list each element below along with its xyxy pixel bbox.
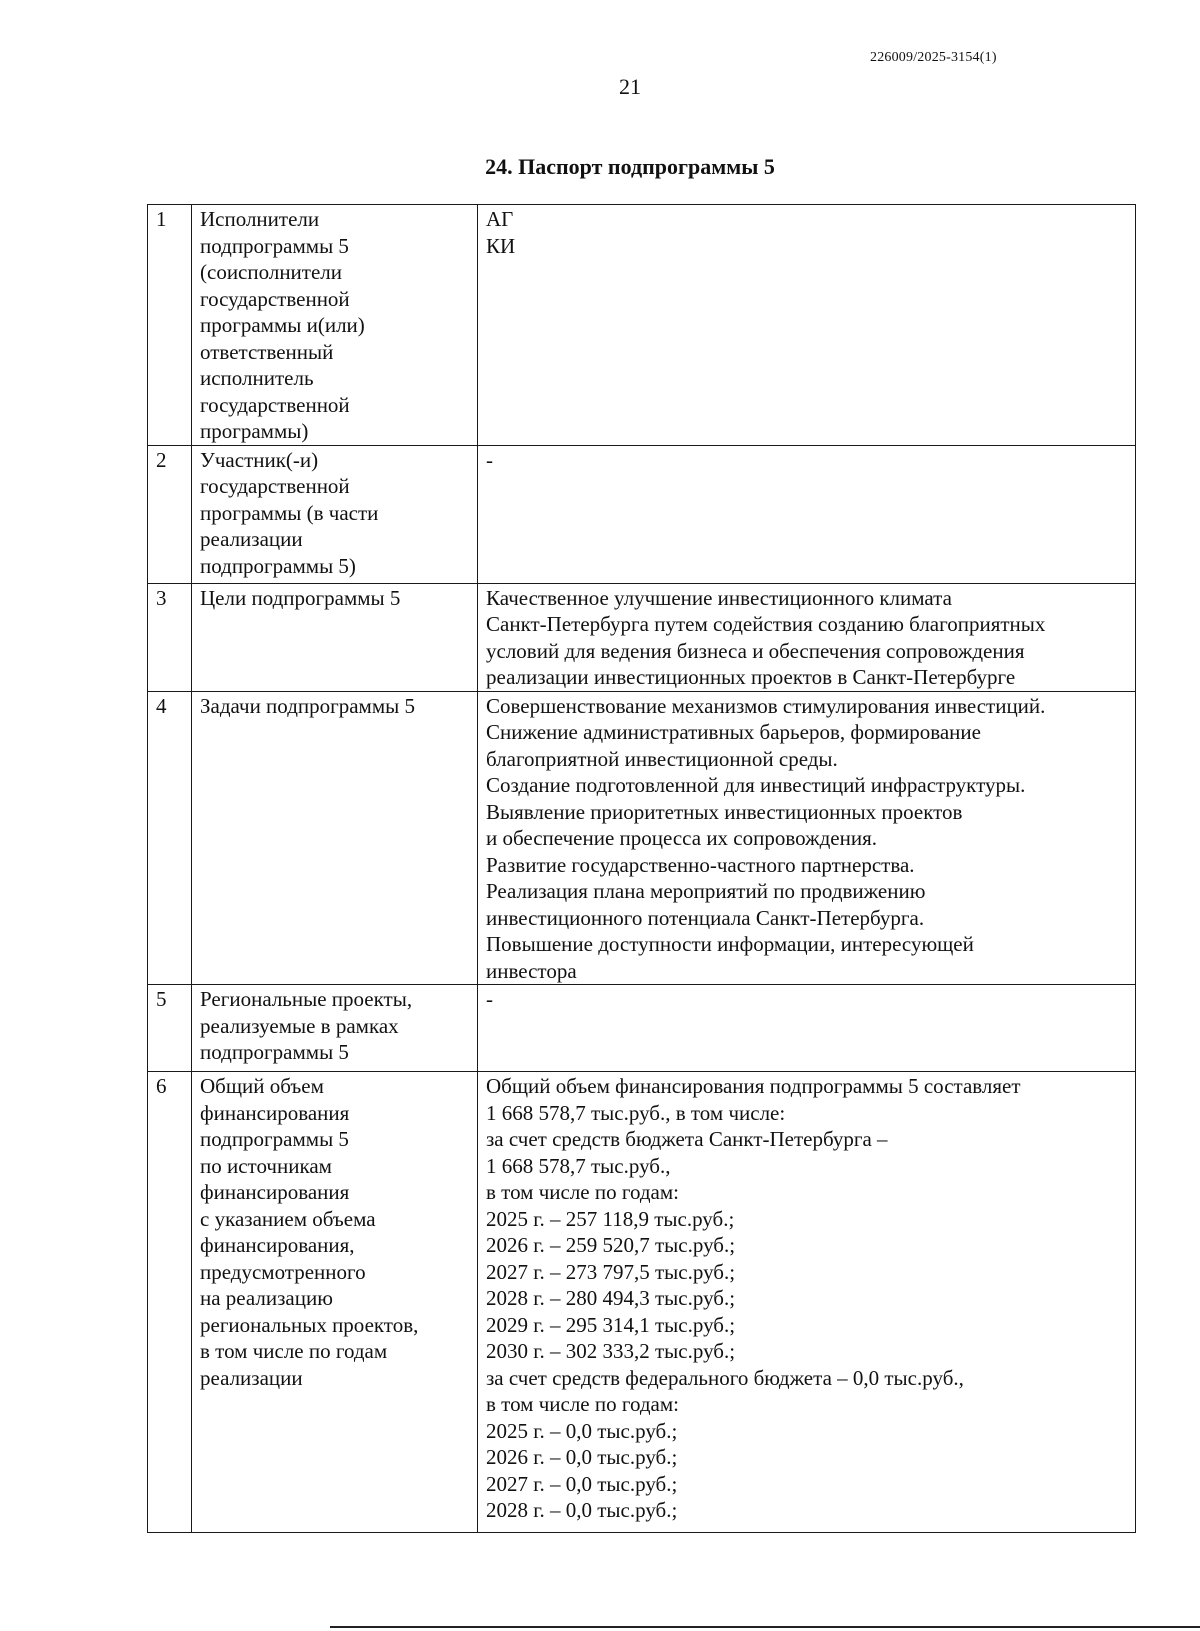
row-value [478, 691, 1136, 985]
row-label [192, 691, 478, 985]
cell-line: Повышение доступности информации, интересующей [486, 932, 974, 956]
cell-line: Развитие государственно-частного партнерства. [486, 852, 915, 877]
cell-line: 2025 г. – 257 118,9 тыс.руб.; [486, 1206, 735, 1231]
cell-line: в том числе по годам: [486, 1392, 679, 1416]
cell-line: исполнитель [200, 366, 314, 390]
cell-line: региональных проектов, [200, 1312, 419, 1337]
row-value [478, 1072, 1136, 1533]
cell-line: Санкт-Петербурга путем содействия созданию благоприятных [486, 612, 1046, 636]
row-label [192, 985, 478, 1072]
row-label [192, 583, 478, 691]
table-row [148, 985, 1136, 1072]
cell-line: Региональные проекты, [200, 987, 413, 1011]
cell-line: реализации [200, 1365, 303, 1390]
cell-line: 1 668 578,7 тыс.руб., в том числе: [486, 1100, 786, 1125]
cell-line: предусмотренного [200, 1259, 366, 1284]
cell-line: в том числе по годам [200, 1339, 388, 1363]
cell-line: 2027 г. – 0,0 тыс.руб.; [486, 1471, 678, 1496]
cell-line: 2028 г. – 280 494,3 тыс.руб.; [486, 1286, 736, 1310]
cell-line: подпрограммы 5 [200, 1040, 349, 1064]
row-number: 6 [148, 1072, 192, 1533]
cell-line: за счет средств федерального бюджета – 0,0 тыс.руб., [486, 1365, 964, 1390]
page-number: 21 [619, 74, 641, 99]
table-row [148, 1072, 1136, 1533]
row-value [478, 445, 1136, 583]
cell-line: Создание подготовленной для инвестиций инфраструктуры. [486, 773, 1026, 797]
row-number: 3 [148, 583, 192, 691]
row-number: 4 [148, 691, 192, 985]
cell-line: условий для ведения бизнеса и обеспечения сопровождения [486, 638, 1025, 663]
section-title: 24. Паспорт подпрограммы 5 [485, 154, 775, 179]
cell-line: Снижение административных барьеров, формирование [486, 720, 981, 744]
cell-line: 2025 г. – 0,0 тыс.руб.; [486, 1418, 678, 1443]
cell-line: программы) [200, 419, 309, 443]
cell-line: Участник(-и) [200, 447, 319, 472]
cell-line: подпрограммы 5 [200, 1127, 349, 1151]
row-value [478, 583, 1136, 691]
cell-line: государственной [200, 392, 350, 417]
row-number: 2 [148, 445, 192, 583]
cell-line: 2029 г. – 295 314,1 тыс.руб.; [486, 1312, 736, 1337]
cell-line: по источникам [200, 1153, 332, 1178]
cell-line: инвестора [486, 958, 577, 983]
cell-line: финансирования, [200, 1233, 355, 1257]
cell-line: подпрограммы 5) [200, 553, 356, 578]
cell-line: в том числе по годам: [486, 1180, 679, 1204]
row-label [192, 445, 478, 583]
table-row [148, 445, 1136, 583]
cell-line: 2028 г. – 0,0 тыс.руб.; [486, 1498, 678, 1522]
cell-line: КИ [486, 233, 516, 258]
cell-line: АГ [486, 207, 514, 231]
cell-line: Общий объем [200, 1074, 324, 1098]
cell-line: государственной [200, 474, 350, 498]
cell-line: с указанием объема [200, 1206, 376, 1231]
cell-line: Общий объем финансирования подпрограммы 5 составляет [486, 1074, 1021, 1098]
row-label [192, 205, 478, 446]
row-label [192, 1072, 478, 1533]
cell-line: реализации [200, 527, 303, 551]
cell-line: и обеспечение процесса их сопровождения. [486, 826, 878, 850]
cell-line: финансирования [200, 1180, 350, 1204]
row-value [478, 205, 1136, 446]
cell-line: 1 668 578,7 тыс.руб., [486, 1153, 671, 1178]
cell-line: Цели подпрограммы 5 [200, 585, 401, 610]
cell-line: 2027 г. – 273 797,5 тыс.руб.; [486, 1259, 736, 1284]
cell-line: благоприятной инвестиционной среды. [486, 746, 838, 771]
cell-line: государственной [200, 286, 350, 311]
cell-line: реализации инвестиционных проектов в Санкт-Петербурге [486, 665, 1016, 689]
table-row [148, 691, 1136, 985]
cell-line: (соисполнители [200, 260, 343, 284]
cell-line: на реализацию [200, 1286, 333, 1310]
cell-line: - [486, 447, 493, 472]
cell-line: программы и(или) [200, 313, 365, 337]
cell-line: реализуемые в рамках [200, 1013, 399, 1038]
cell-line: Задачи подпрограммы 5 [200, 693, 415, 718]
cell-line: Совершенствование механизмов стимулирования инвестиций. [486, 693, 1046, 718]
cell-line: ответственный [200, 339, 334, 364]
cell-line: Исполнители [200, 207, 320, 231]
table-row [148, 205, 1136, 446]
cell-line: 2030 г. – 302 333,2 тыс.руб.; [486, 1339, 736, 1363]
cell-line: Реализация плана мероприятий по продвижению [486, 879, 926, 903]
cell-line: 2026 г. – 0,0 тыс.руб.; [486, 1445, 678, 1469]
cell-line: - [486, 987, 493, 1011]
row-value [478, 985, 1136, 1072]
row-number: 5 [148, 985, 192, 1072]
cell-line: Выявление приоритетных инвестиционных проектов [486, 799, 963, 824]
cell-line: инвестиционного потенциала Санкт-Петербурга. [486, 905, 925, 930]
cell-line: 2026 г. – 259 520,7 тыс.руб.; [486, 1233, 736, 1257]
cell-line: Качественное улучшение инвестиционного климата [486, 585, 952, 610]
row-number: 1 [148, 205, 192, 446]
document-number: 226009/2025-3154(1) [870, 50, 997, 65]
table-row [148, 583, 1136, 691]
cell-line: за счет средств бюджета Санкт-Петербурга – [486, 1127, 888, 1151]
cell-line: финансирования [200, 1100, 350, 1125]
cell-line: подпрограммы 5 [200, 233, 349, 258]
subprogram-passport-table [147, 204, 1136, 1533]
cell-line: программы (в части [200, 500, 379, 525]
page-bottom-rule [330, 1626, 1200, 1628]
